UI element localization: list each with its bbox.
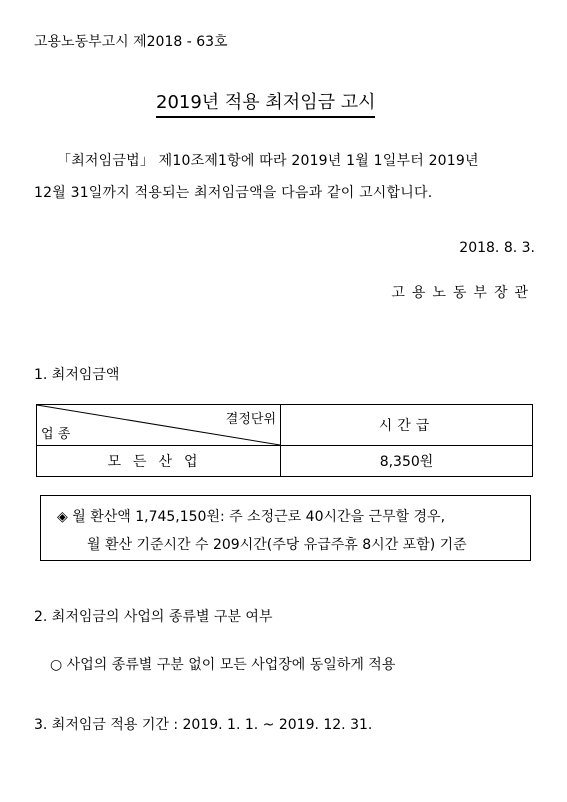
intro-line-2: 12월 31일까지 적용되는 최저임금액을 다음과 같이 고시합니다.: [34, 185, 433, 201]
row-industry: 모든산업: [37, 446, 281, 477]
table-row: [37, 446, 533, 477]
section-2-bullet: ○ 사업의 종류별 구분 없이 모든 사업장에 동일하게 적용: [50, 657, 396, 673]
section-2-heading: 2. 최저임금의 사업의 종류별 구분 여부: [34, 609, 273, 625]
note-line-2: 월 환산 기준시간 수 209시간(주당 유급주휴 8시간 포함) 기준: [87, 537, 467, 553]
minimum-wage-table: [36, 404, 533, 477]
header-unit-label: 결정단위: [225, 412, 276, 427]
row-hourly-rate: 8,350원: [281, 446, 533, 477]
header-industry-label: 업 종: [41, 427, 71, 442]
issue-date: 2018. 8. 3.: [459, 240, 535, 256]
header-rate-label: 시간급: [281, 405, 533, 446]
table-header-row: [37, 405, 533, 446]
document-title: 2019년 적용 최저임금 고시: [156, 88, 375, 118]
issuer-name: 고용노동부장관: [391, 285, 535, 301]
section-1-heading: 1. 최저임금액: [34, 367, 120, 383]
section-3-heading: 3. 최저임금 적용 기간 : 2019. 1. 1. ~ 2019. 12. 31.: [34, 717, 373, 733]
monthly-conversion-note: [40, 495, 531, 561]
intro-line-1: 「최저임금법」 제10조제1항에 따라 2019년 1월 1일부터 2019년: [57, 153, 479, 169]
notice-number: 고용노동부고시 제2018 - 63호: [34, 34, 228, 50]
table-header-diagonal-cell: [37, 405, 281, 446]
note-line-1: ◈ 월 환산액 1,745,150원: 주 소정근로 40시간을 근무할 경우,: [57, 509, 446, 525]
